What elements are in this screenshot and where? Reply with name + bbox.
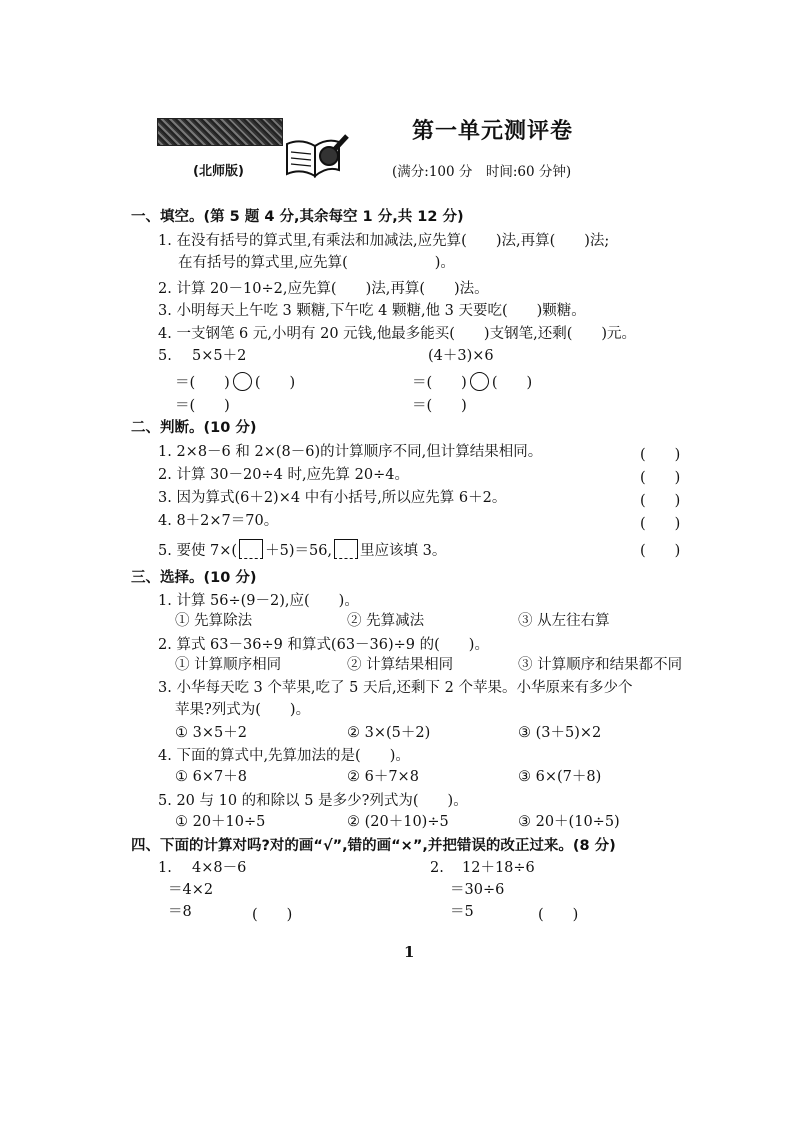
s1-q5-left-step1 bbox=[175, 372, 295, 392]
s3-q1-option-2[interactable]: ② 先算减法 bbox=[347, 613, 425, 629]
s2-answer-blank-2[interactable]: ( ) bbox=[640, 470, 681, 486]
s1-question-2: 2. 计算 20－10÷2,应先算( )法,再算( )法。 bbox=[158, 281, 489, 297]
s3-q4-option-3[interactable]: ③ 6×(7＋8) bbox=[518, 769, 602, 785]
s3-q4-option-1[interactable]: ① 6×7＋8 bbox=[175, 769, 247, 785]
section-4-heading: 四、下面的计算对吗?对的画“√”,错的画“×”,并把错误的改正过来。(8 分) bbox=[131, 838, 616, 854]
s3-q3-option-2[interactable]: ② 3×(5＋2) bbox=[347, 725, 431, 741]
s2-question-2: 2. 计算 30－20÷4 时,应先算 20÷4。 bbox=[158, 467, 409, 483]
s4-problem-2-line-1: 12＋18÷6 bbox=[462, 860, 535, 876]
page-title: 第一单元测评卷 bbox=[412, 119, 574, 144]
s3-question-3a: 3. 小华每天吃 3 个苹果,吃了 5 天后,还剩下 2 个苹果。小华原来有多少个 bbox=[158, 680, 633, 696]
section-1-heading: 一、填空。(第 5 题 4 分,其余每空 1 分,共 12 分) bbox=[131, 209, 464, 225]
s3-question-2: 2. 算式 63－36÷9 和算式(63－36)÷9 的( )。 bbox=[158, 637, 489, 653]
s1-q5-left-step2[interactable]: ＝( ) bbox=[175, 398, 230, 414]
s3-q5-option-1[interactable]: ① 20＋10÷5 bbox=[175, 814, 266, 830]
section-3-heading: 三、选择。(10 分) bbox=[131, 570, 257, 586]
s2-answer-blank-1[interactable]: ( ) bbox=[640, 447, 681, 463]
series-logo-badge bbox=[157, 118, 283, 146]
s4-problem-1-number: 1. bbox=[158, 860, 172, 876]
s3-q5-option-2[interactable]: ② (20＋10)÷5 bbox=[347, 814, 449, 830]
s4-problem-1-line-3: ＝8 bbox=[168, 904, 192, 920]
compare-circle[interactable] bbox=[233, 372, 252, 391]
s3-question-3b: 苹果?列式为( )。 bbox=[175, 702, 311, 718]
s1-question-5-number: 5. bbox=[158, 348, 172, 364]
answer-blank[interactable]: ( ) bbox=[491, 375, 533, 391]
answer-blank[interactable]: ＝( ) bbox=[175, 375, 230, 391]
s1-q5-left-expression: 5×5＋2 bbox=[192, 348, 247, 364]
s4-answer-blank-1[interactable]: ( ) bbox=[252, 907, 293, 923]
s1-question-1b: 在有括号的算式里,应先算( )。 bbox=[178, 255, 455, 271]
answer-blank[interactable]: ＝( ) bbox=[412, 375, 467, 391]
s3-question-5: 5. 20 与 10 的和除以 5 是多少?列式为( )。 bbox=[158, 793, 468, 809]
s4-problem-2-line-3: ＝5 bbox=[450, 904, 474, 920]
fill-box[interactable] bbox=[239, 539, 263, 559]
s3-q2-option-1[interactable]: ① 计算顺序相同 bbox=[175, 657, 282, 673]
s1-q5-right-expression: (4＋3)×6 bbox=[428, 348, 494, 364]
s3-q4-option-2[interactable]: ② 6＋7×8 bbox=[347, 769, 419, 785]
s3-q5-option-3[interactable]: ③ 20＋(10÷5) bbox=[518, 814, 620, 830]
s1-question-4: 4. 一支钢笔 6 元,小明有 20 元钱,他最多能买( )支钢笔,还剩( )元。 bbox=[158, 326, 637, 342]
s3-question-4: 4. 下面的算式中,先算加法的是( )。 bbox=[158, 748, 410, 764]
compare-circle[interactable] bbox=[470, 372, 489, 391]
s3-q2-option-3[interactable]: ③ 计算顺序和结果都不同 bbox=[518, 657, 683, 673]
book-magnifier-icon bbox=[283, 130, 353, 182]
s4-problem-1-line-1: 4×8－6 bbox=[192, 860, 247, 876]
edition-label: (北师版) bbox=[193, 164, 244, 179]
s3-q2-option-2[interactable]: ② 计算结果相同 bbox=[347, 657, 454, 673]
s3-q3-option-1[interactable]: ① 3×5＋2 bbox=[175, 725, 247, 741]
page-number: 1 bbox=[404, 943, 415, 961]
s4-problem-1-line-2: ＝4×2 bbox=[168, 882, 214, 898]
s4-problem-2-line-2: ＝30÷6 bbox=[450, 882, 505, 898]
s3-q1-option-1[interactable]: ① 先算除法 bbox=[175, 613, 253, 629]
s2-question-3: 3. 因为算式(6＋2)×4 中有小括号,所以应先算 6＋2。 bbox=[158, 490, 507, 506]
s3-q1-option-3[interactable]: ③ 从左往右算 bbox=[518, 613, 610, 629]
s1-q5-right-step1 bbox=[412, 372, 532, 392]
s2-answer-blank-4[interactable]: ( ) bbox=[640, 516, 681, 532]
s2-question-5: 5. 要使 7×( ＋5)＝56, 里应该填 3。 bbox=[158, 539, 446, 560]
s1-question-3: 3. 小明每天上午吃 3 颗糖,下午吃 4 颗糖,他 3 天要吃( )颗糖。 bbox=[158, 303, 586, 319]
s1-question-1a: 1. 在没有括号的算式里,有乘法和加减法,应先算( )法,再算( )法; bbox=[158, 233, 610, 249]
fill-box[interactable] bbox=[334, 539, 358, 559]
s2-question-4: 4. 8＋2×7＝70。 bbox=[158, 513, 279, 529]
answer-blank[interactable]: ( ) bbox=[254, 375, 296, 391]
s4-problem-2-number: 2. bbox=[430, 860, 444, 876]
section-2-heading: 二、判断。(10 分) bbox=[131, 420, 257, 436]
s4-answer-blank-2[interactable]: ( ) bbox=[538, 907, 579, 923]
s2-question-1: 1. 2×8－6 和 2×(8－6)的计算顺序不同,但计算结果相同。 bbox=[158, 444, 543, 460]
s1-q5-right-step2[interactable]: ＝( ) bbox=[412, 398, 467, 414]
score-time-info: (满分:100 分 时间:60 分钟) bbox=[392, 164, 572, 180]
s3-question-1: 1. 计算 56÷(9－2),应( )。 bbox=[158, 593, 359, 609]
s3-q3-option-3[interactable]: ③ (3＋5)×2 bbox=[518, 725, 602, 741]
s2-answer-blank-5[interactable]: ( ) bbox=[640, 543, 681, 559]
s2-answer-blank-3[interactable]: ( ) bbox=[640, 493, 681, 509]
